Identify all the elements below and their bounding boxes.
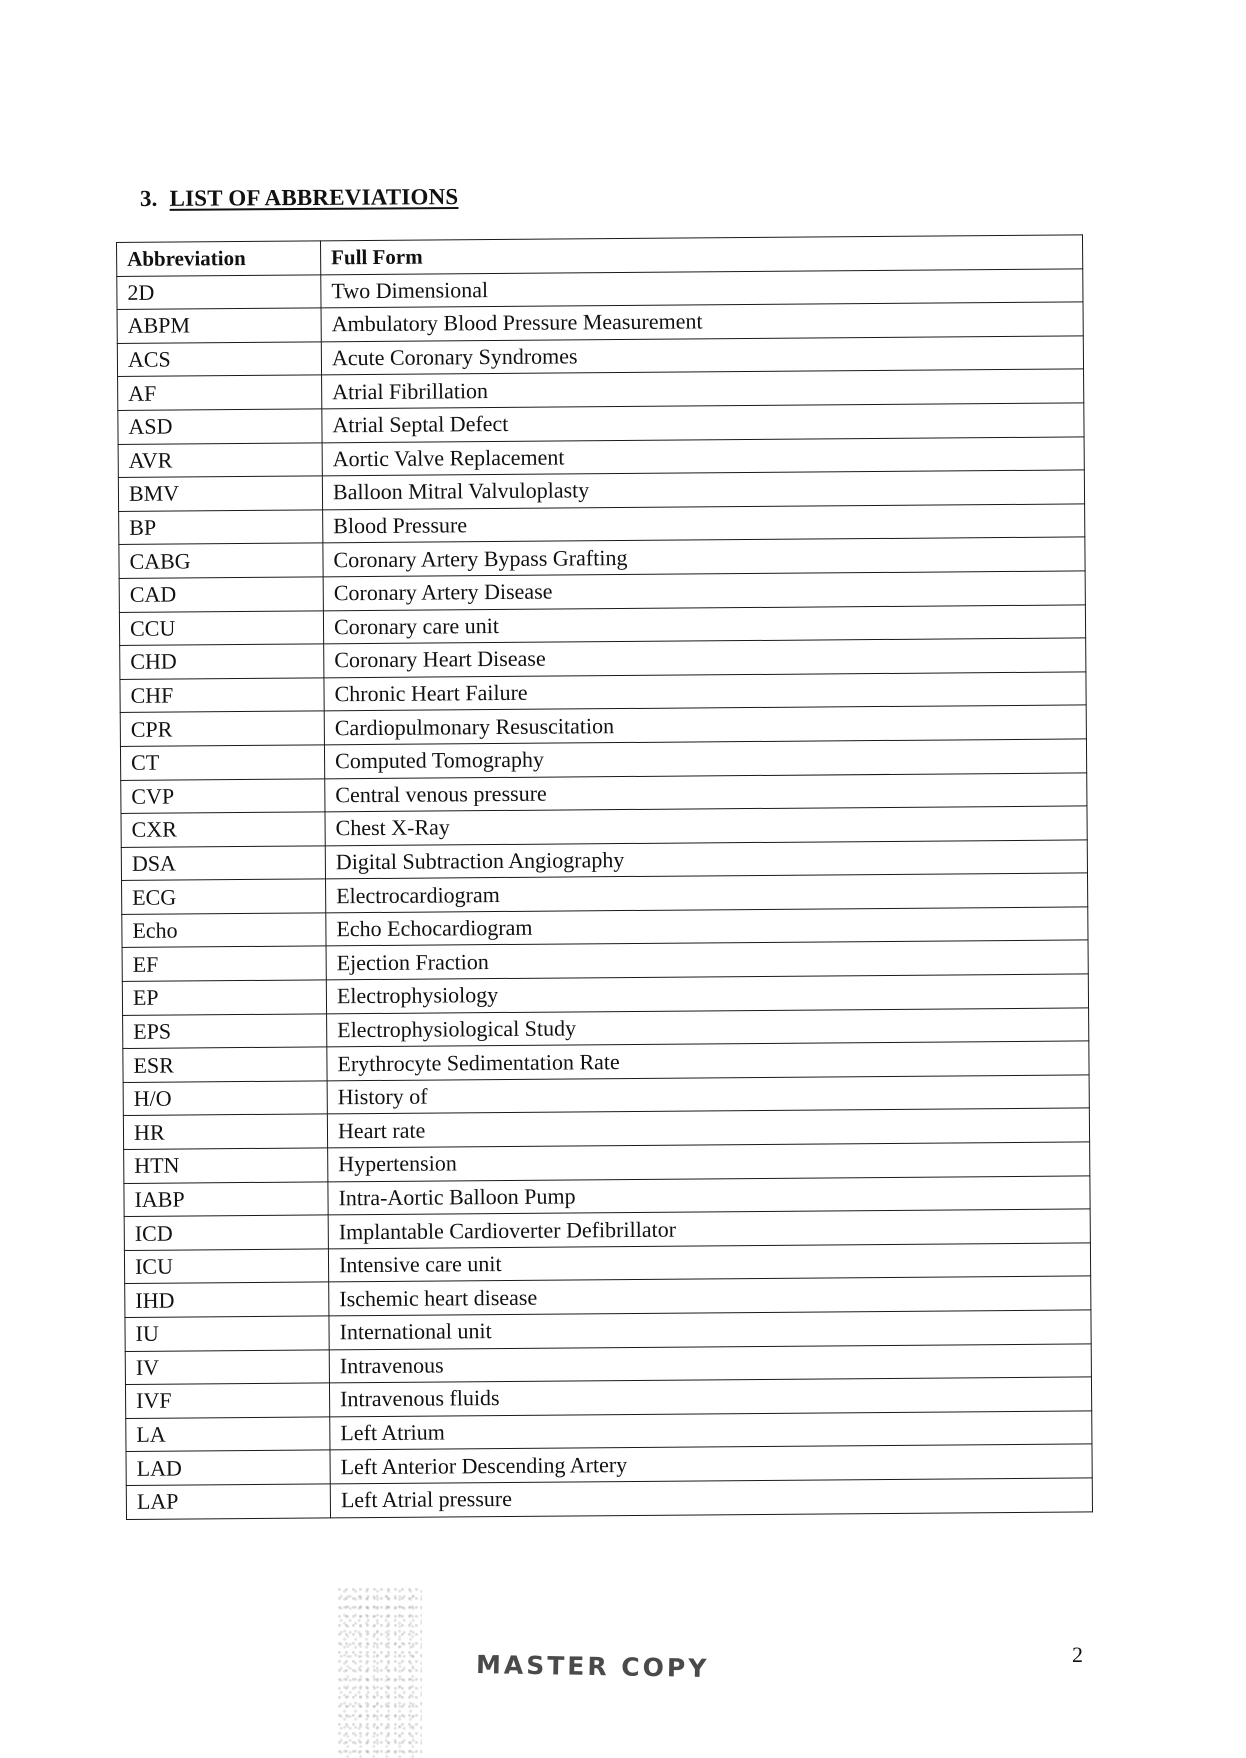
full-form-cell: Left Anterior Descending Artery [330, 1444, 1092, 1484]
full-form-cell: Electrophysiology [326, 974, 1088, 1014]
full-form-cell: Chronic Heart Failure [324, 672, 1086, 712]
abbreviation-cell: CXR [121, 812, 325, 847]
full-form-cell: Computed Tomography [324, 739, 1086, 779]
master-copy-stamp: MASTER COPY [475, 1649, 710, 1684]
full-form-cell: Digital Subtraction Angiography [325, 840, 1087, 880]
full-form-cell: Implantable Cardioverter Defibrillator [328, 1209, 1090, 1249]
full-form-cell: Central venous pressure [325, 772, 1087, 812]
abbreviation-cell: IHD [125, 1282, 329, 1317]
abbreviation-cell: DSA [121, 846, 325, 881]
abbreviation-cell: ICD [124, 1215, 328, 1250]
abbreviation-cell: Echo [122, 913, 326, 948]
table-body [117, 269, 1093, 1520]
column-header-full-form: Full Form [320, 235, 1082, 275]
abbreviation-cell: CAD [119, 577, 323, 612]
full-form-cell: Acute Coronary Syndromes [321, 336, 1083, 376]
abbreviation-cell: ECG [122, 879, 326, 914]
full-form-cell: Intensive care unit [328, 1243, 1090, 1283]
full-form-cell: History of [327, 1075, 1089, 1115]
full-form-cell: Intravenous [329, 1343, 1091, 1383]
full-form-cell: Coronary Artery Disease [323, 571, 1085, 611]
abbreviation-cell: LAP [126, 1484, 330, 1519]
abbreviation-cell: HTN [124, 1148, 328, 1183]
abbreviation-cell: HR [123, 1114, 327, 1149]
abbreviation-cell: CVP [121, 778, 325, 813]
abbreviation-cell: BMV [118, 476, 322, 511]
full-form-cell: Balloon Mitral Valvuloplasty [322, 470, 1084, 510]
full-form-cell: Two Dimensional [321, 269, 1083, 309]
section-heading [140, 184, 459, 212]
abbreviation-cell: CCU [119, 610, 323, 645]
table-row [126, 1478, 1092, 1519]
abbreviation-cell: ACS [117, 342, 321, 377]
abbreviation-cell: BP [119, 510, 323, 545]
abbreviation-cell: LAD [126, 1450, 330, 1485]
full-form-cell: Intra-Aortic Balloon Pump [328, 1176, 1090, 1216]
full-form-cell: Ambulatory Blood Pressure Measurement [321, 302, 1083, 342]
abbreviation-cell: ICU [124, 1249, 328, 1284]
full-form-cell: Hypertension [328, 1142, 1090, 1182]
abbreviation-cell: AF [118, 375, 322, 410]
full-form-cell: Erythrocyte Sedimentation Rate [327, 1041, 1089, 1081]
full-form-cell: Coronary care unit [323, 604, 1085, 644]
abbreviation-cell: CT [120, 745, 324, 780]
abbreviation-cell: H/O [123, 1081, 327, 1116]
full-form-cell: Intravenous fluids [329, 1377, 1091, 1417]
full-form-cell: Electrocardiogram [326, 873, 1088, 913]
abbreviation-cell: EPS [123, 1014, 327, 1049]
abbreviation-cell: IABP [124, 1181, 328, 1216]
full-form-cell: Heart rate [327, 1108, 1089, 1148]
scan-artifact [338, 1588, 422, 1758]
page-number: 2 [1072, 1642, 1083, 1667]
abbreviation-cell: CHD [120, 644, 324, 679]
abbreviation-cell: ABPM [117, 308, 321, 343]
full-form-cell: Left Atrium [330, 1411, 1092, 1451]
full-form-cell: Left Atrial pressure [330, 1478, 1092, 1518]
full-form-cell: Coronary Heart Disease [324, 638, 1086, 678]
abbreviation-cell: IU [125, 1316, 329, 1351]
abbreviation-cell: EF [122, 946, 326, 981]
abbreviations-table-container [116, 234, 1092, 1519]
abbreviation-cell: IV [125, 1349, 329, 1384]
abbreviation-cell: CABG [119, 543, 323, 578]
full-form-cell: Chest X-Ray [325, 806, 1087, 846]
section-number: 3. [139, 185, 158, 212]
abbreviation-cell: CPR [120, 711, 324, 746]
full-form-cell: Cardiopulmonary Resuscitation [324, 705, 1086, 745]
column-header-abbreviation: Abbreviation [117, 241, 321, 276]
abbreviation-cell: CHF [120, 678, 324, 713]
full-form-cell: Ischemic heart disease [329, 1276, 1091, 1316]
abbreviation-cell: ASD [118, 409, 322, 444]
full-form-cell: Atrial Septal Defect [322, 403, 1084, 443]
full-form-cell: Coronary Artery Bypass Grafting [323, 537, 1085, 577]
full-form-cell: Echo Echocardiogram [326, 907, 1088, 947]
abbreviation-cell: ESR [123, 1047, 327, 1082]
section-title: LIST OF ABBREVIATIONS [169, 184, 459, 211]
abbreviation-cell: LA [126, 1417, 330, 1452]
abbreviation-cell: EP [122, 980, 326, 1015]
full-form-cell: International unit [329, 1310, 1091, 1350]
full-form-cell: Blood Pressure [323, 504, 1085, 544]
abbreviation-cell: AVR [118, 442, 322, 477]
abbreviation-cell: IVF [125, 1383, 329, 1418]
full-form-cell: Atrial Fibrillation [322, 369, 1084, 409]
full-form-cell: Electrophysiological Study [327, 1008, 1089, 1048]
full-form-cell: Aortic Valve Replacement [322, 436, 1084, 476]
abbreviations-table [116, 234, 1093, 1519]
abbreviation-cell: 2D [117, 274, 321, 309]
full-form-cell: Ejection Fraction [326, 940, 1088, 980]
